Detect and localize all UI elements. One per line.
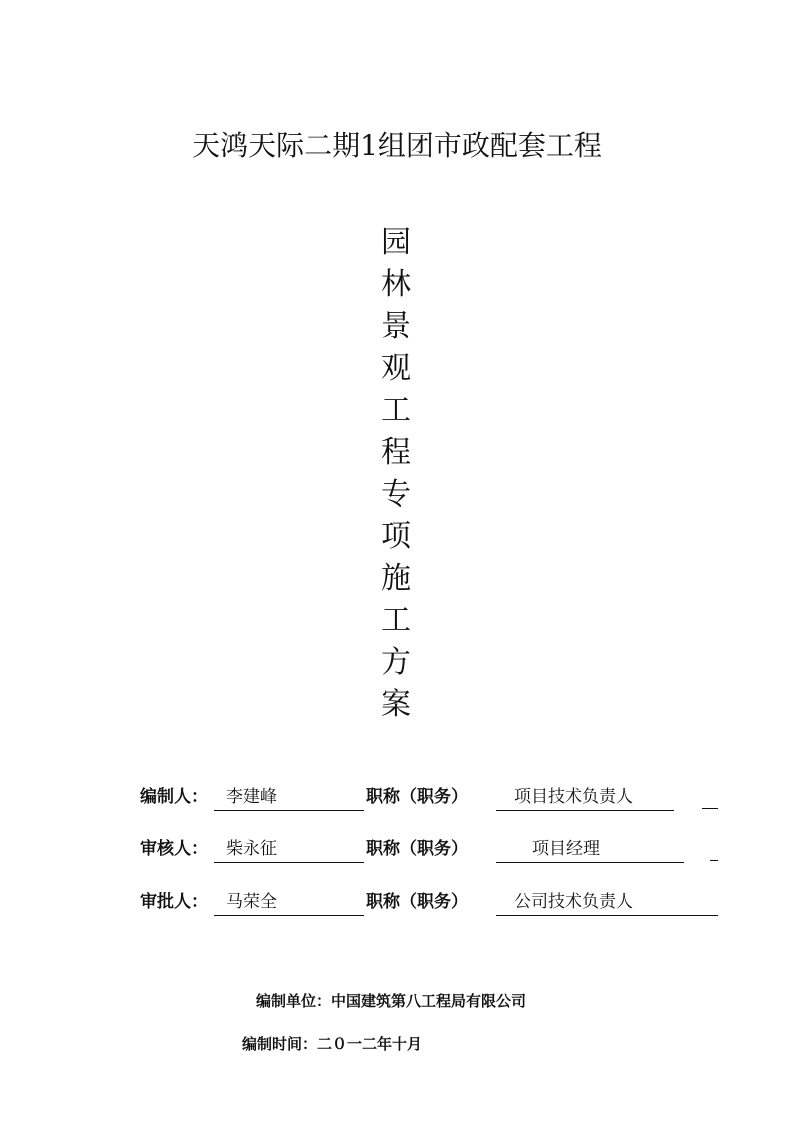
title-char: 工	[381, 393, 411, 428]
signature-row-reviewer	[0, 836, 794, 866]
title-char: 观	[381, 351, 411, 386]
approver-label: 审批人：	[140, 892, 208, 912]
compiling-date: 编制时间：二０一二年十月	[242, 1035, 423, 1053]
title-char: 景	[381, 309, 411, 344]
project-title: 天鸿天际二期1组团市政配套工程	[192, 129, 602, 162]
title-char: 案	[381, 687, 411, 722]
title-char: 园	[381, 225, 411, 260]
compiler-post: 项目技术负责人	[496, 784, 674, 811]
reviewer-post-label: 职称（职务）	[366, 839, 468, 859]
reviewer-label: 审核人：	[140, 839, 208, 859]
approver-name: 马荣全	[214, 889, 364, 916]
title-char: 专	[381, 477, 411, 512]
reviewer-post: 项目经理	[496, 836, 684, 863]
document-title-vertical	[372, 222, 420, 726]
title-char: 施	[381, 561, 411, 596]
compiler-name: 李建峰	[214, 784, 364, 811]
signature-row-approver	[0, 889, 794, 919]
approver-post: 公司技术负责人	[496, 889, 718, 916]
underline-blank	[710, 836, 718, 861]
compiling-unit: 编制单位：中国建筑第八工程局有限公司	[256, 992, 527, 1010]
title-char: 程	[381, 435, 411, 470]
reviewer-name: 柴永征	[214, 836, 364, 863]
compiler-post-label: 职称（职务）	[366, 787, 468, 807]
compiler-label: 编制人：	[140, 787, 208, 807]
title-char: 项	[381, 519, 411, 554]
underline-blank	[702, 784, 718, 809]
title-char: 林	[381, 267, 411, 302]
approver-post-label: 职称（职务）	[366, 892, 468, 912]
title-char: 工	[381, 603, 411, 638]
signature-row-compiler	[0, 784, 794, 814]
title-char: 方	[381, 645, 411, 680]
